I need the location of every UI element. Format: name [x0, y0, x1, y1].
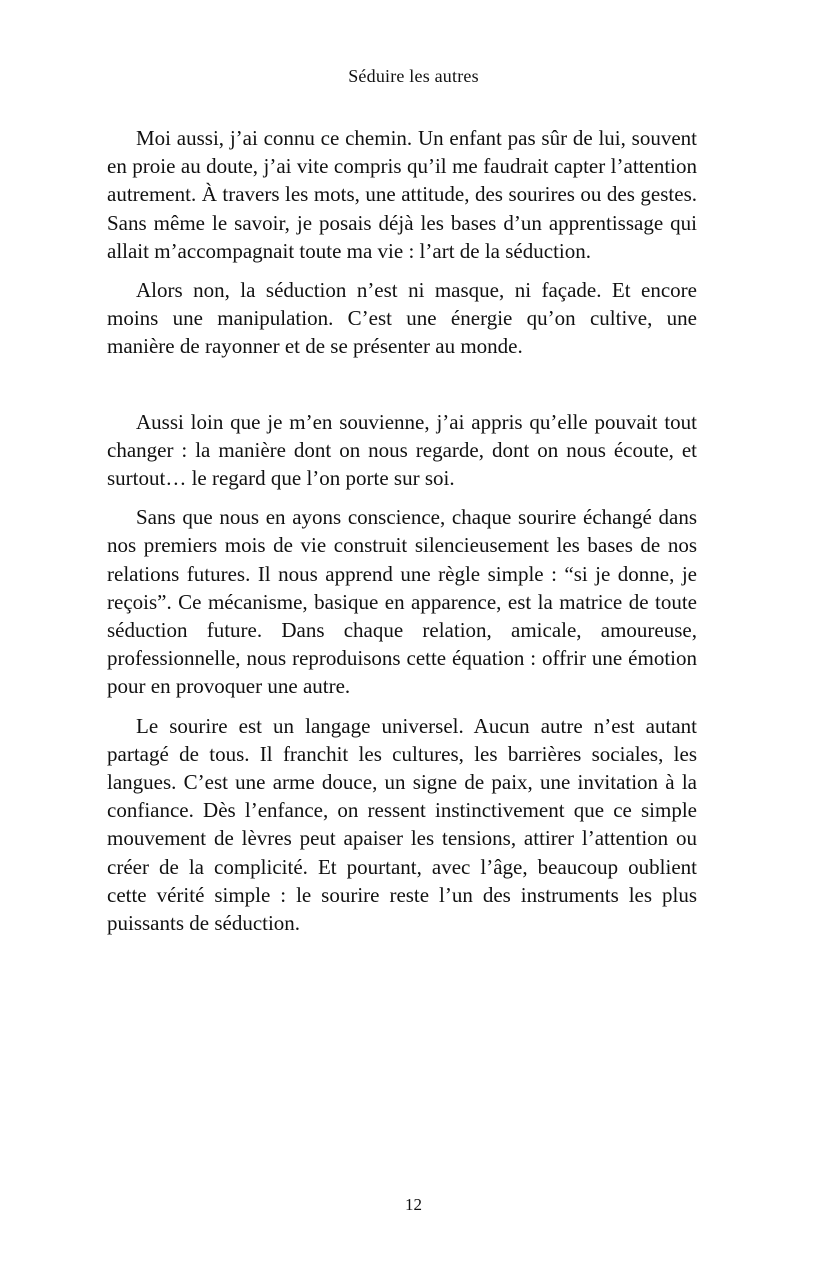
paragraph: Alors non, la séduction n’est ni masque, ni façade. Et encore moins une manipulation. C’est une énergie qu’on cultive, une manière de rayonner et de se présenter au monde.: [107, 278, 697, 359]
paragraph: Moi aussi, j’ai connu ce chemin. Un enfant pas sûr de lui, souvent en proie au doute, j’ai vite compris qu’il me faudrait capter l’attention autrement. À travers les mots, une attitude, des sourires ou des gestes. Sans même le savoir, je posais déjà les bases d’un apprentissage qui allait m’accompagnait toute ma vie : l’art de la séduction.: [107, 126, 697, 263]
page-number: 12: [405, 1195, 422, 1214]
paragraph: Sans que nous en ayons conscience, chaque sourire échangé dans nos premiers mois de vie construit silencieusement les bases de nos relations futures. Il nous apprend une règle simple : “si je donne, je reçois”. Ce mécanisme, basique en apparence, est la matrice de toute séduction future. Dans chaque relation, amicale, amoureuse, professionnelle, nous reproduisons cette équation : offrir une émotion pour en provoquer une autre.: [107, 505, 697, 699]
paragraph: Le sourire est un langage universel. Aucun autre n’est autant partagé de tous. Il franchit les cultures, les barrières sociales, les langues. C’est une arme douce, un signe de paix, une invitation à la confiance. Dès l’enfance, on ressent instinctivement que ce simple mouvement de lèvres peut apaiser les tensions, attirer l’attention ou créer de la complicité. Et pourtant, avec l’âge, beaucoup oublient cette vérité simple : le sourire reste l’un des instruments les plus puissants de séduction.: [107, 713, 697, 936]
paragraph: Aussi loin que je m’en souvienne, j’ai appris qu’elle pouvait tout changer : la manière dont on nous regarde, dont on nous écoute, et surtout… le regard que l’on porte sur soi.: [107, 409, 697, 491]
section-break: [107, 372, 697, 408]
body-text: [107, 124, 697, 948]
running-header: Séduire les autres: [348, 66, 479, 86]
